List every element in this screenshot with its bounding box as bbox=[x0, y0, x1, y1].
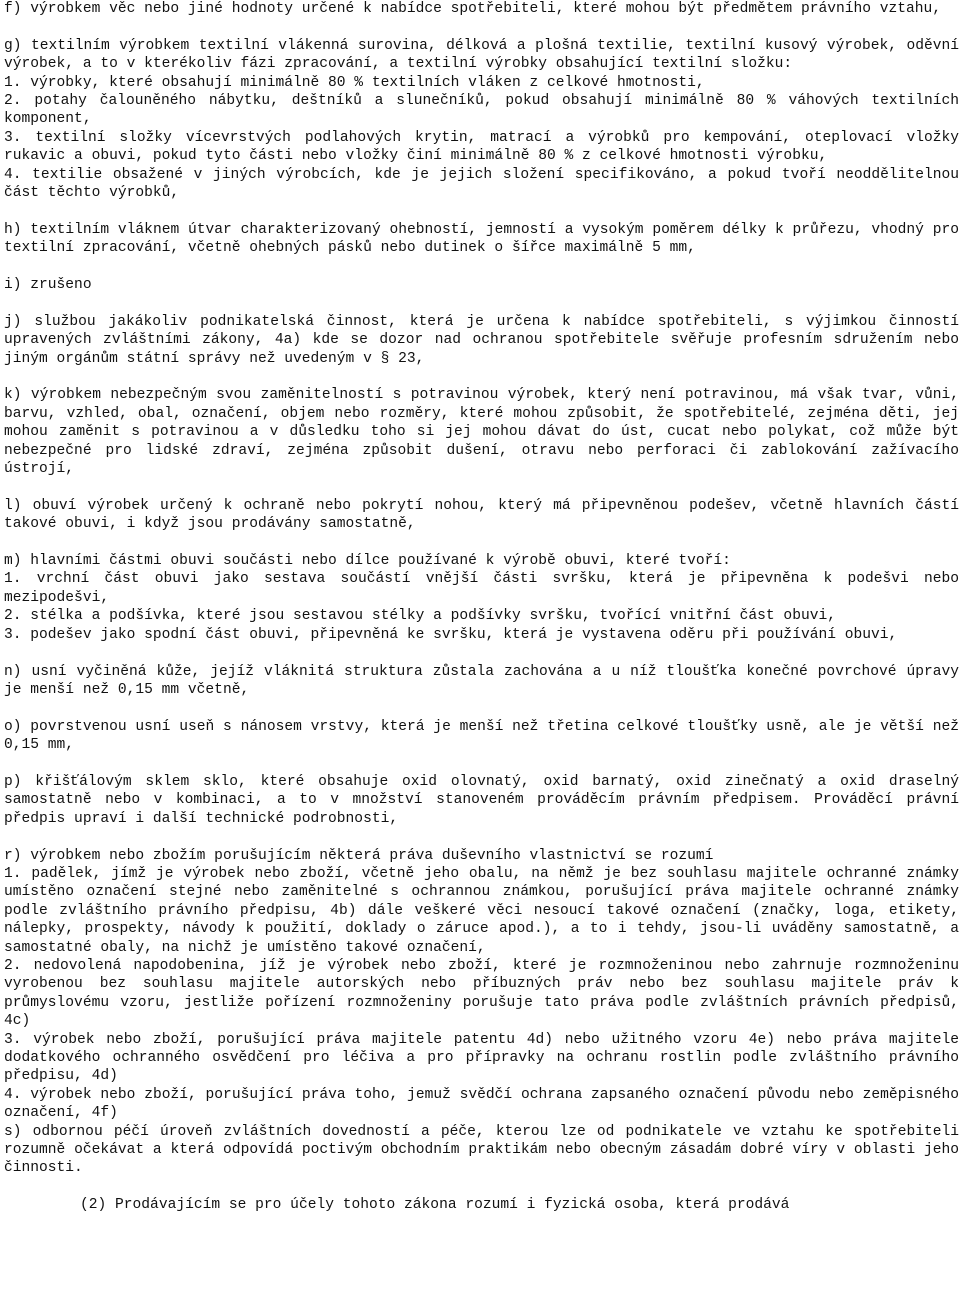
paragraph-h: h) textilním vláknem útvar charakterizovaný ohebností, jemností a vysokým poměrem délky k průřezu, vhodný pro textilní zpracování, včetně ohebných pásků nebo dutinek o šířce maximálně 5 mm, bbox=[4, 221, 959, 257]
paragraph-m-item-3: 3. podešev jako spodní část obuvi, připevněná ke svršku, která je vystavena oděru při používání obuvi, bbox=[4, 626, 898, 643]
paragraph-gap bbox=[4, 258, 959, 276]
document-page bbox=[4, 0, 959, 1215]
paragraph-g: g) textilním výrobkem textilní vlákenná surovina, délková a plošná textilie, textilní kusový výrobek, oděvní výrobek, a to v kterékoliv fázi zpracování, a textilní výrobky obsahující textilní složku: bbox=[4, 37, 959, 73]
paragraph-gap bbox=[4, 202, 959, 220]
paragraph-f: f) výrobkem věc nebo jiné hodnoty určené k nabídce spotřebiteli, které mohou být předmětem právního vztahu, bbox=[4, 1, 942, 17]
paragraph-o: o) povrstvenou usní useň s nánosem vrstvy, která je menší než třetina celkové tloušťky usně, ale je větší než 0,15 mm, bbox=[4, 718, 959, 754]
paragraph-gap bbox=[4, 534, 959, 552]
paragraph-g-item-3: 3. textilní složky vícevrstvých podlahových krytin, matrací a výrobků pro kempování, oteplovací vložky rukavic a obuvi, pokud tyto části nebo vložky činí minimálně 80 % z celkové hmotnosti výrobku, bbox=[4, 129, 959, 165]
paragraph-gap bbox=[4, 478, 959, 496]
paragraph-m: m) hlavními částmi obuvi součásti nebo dílce používané k výrobě obuvi, které tvoří: bbox=[4, 553, 731, 570]
paragraph-g-item-2: 2. potahy čalouněného nábytku, deštníků a slunečníků, pokud obsahují minimálně 80 % váhových textilních komponent, bbox=[4, 93, 959, 128]
paragraph-gap bbox=[4, 644, 959, 662]
paragraph-i: i) zrušeno bbox=[4, 277, 92, 294]
paragraph-p: p) křišťálovým sklem sklo, které obsahuje oxid olovnatý, oxid barnatý, oxid zinečnatý a oxid draselný samostatně nebo v kombinaci, a to v množství stanoveném prováděcím právním předpisem. Prováděcí právní předpis upraví i další technické podrobnosti, bbox=[4, 773, 959, 827]
paragraph-r-item-4: 4. výrobek nebo zboží, porušující práva toho, jemuž svědčí ochrana zapsaného označení původu nebo zeměpisného označení, 4f) bbox=[4, 1086, 959, 1122]
paragraph-gap bbox=[4, 828, 959, 846]
paragraph-r: r) výrobkem nebo zbožím porušujícím některá práva duševního vlastnictví se rozumí bbox=[4, 847, 714, 864]
paragraph-j: j) službou jakákoliv podnikatelská činnost, která je určena k nabídce spotřebiteli, s výjimkou činností upravených zvláštními zákony, 4a) kde se dozor nad ochranou spotřebitele svěřuje profesním sdružením nebo jiným orgánům státní správy než uvedeným v § 23, bbox=[4, 313, 959, 367]
paragraph-s: s) odbornou péčí úroveň zvláštních dovedností a péče, kterou lze od podnikatele ve vztahu ke spotřebiteli rozumně očekávat a která odpovídá poctivým obchodním praktikám nebo obecným zásadám dobré víry v oblasti jeho činnosti. bbox=[4, 1123, 959, 1177]
paragraph-k: k) výrobkem nebezpečným svou zaměnitelností s potravinou výrobek, který není potravinou, má však tvar, vůni, barvu, vzhled, obal, označení, objem nebo rozměry, které mohou způsobit, že spotřebitelé, zejména děti, jej mohou zaměnit s potravinou a v důsledku toho si jej mohou dávat do úst, cucat nebo polykat, což může být nebezpečné pro lidské zdraví, zejména způsobit dušení, otravu nebo perforaci či zablokování zažívacího ústrojí, bbox=[4, 387, 959, 478]
paragraph-m-item-1: 1. vrchní část obuvi jako sestava součástí vnější části svršku, která je připevněna k podešvi nebo mezipodešvi, bbox=[4, 571, 959, 606]
paragraph-g-item-4: 4. textilie obsažené v jiných výrobcích, kde je jejich složení specifikováno, a pokud tvoří neoddělitelnou část těchto výrobků, bbox=[4, 166, 959, 202]
paragraph-gap bbox=[4, 294, 959, 312]
paragraph-r-item-2: 2. nedovolená napodobenina, jíž je výrobek nebo zboží, které je rozmnoženinou nebo zahrnuje rozmnoženinu vyrobenou bez souhlasu majitele autorských nebo příbuzných práv nebo bez souhlasu majitele práv k průmyslovému vzoru, jestliže pořízení rozmnoženiny porušuje tato práva podle zvláštních právních předpisů, 4c) bbox=[4, 957, 959, 1030]
paragraph-g-item-1: 1. výrobky, které obsahují minimálně 80 % textilních vláken z celkové hmotnosti, bbox=[4, 74, 705, 91]
paragraph-r-item-3: 3. výrobek nebo zboží, porušující práva majitele patentu 4d) nebo užitného vzoru 4e) nebo práva majitele dodatkového ochranného osvědčení pro léčiva a pro přípravky na ochranu rostlin podle zvláštního právního předpisu, 4d) bbox=[4, 1031, 959, 1085]
paragraph-gap bbox=[4, 368, 959, 386]
paragraph-r-item-1: 1. padělek, jímž je výrobek nebo zboží, včetně jeho obalu, na němž je bez souhlasu majitele ochranné známky umístěno označení stejné nebo zaměnitelné s ochrannou známkou, porušující práva majitele ochranné známky podle zvláštního právního předpisu, 4b) dále veškeré věci nesoucí takové označení (značky, loga, etikety, nálepky, prospekty, návody k použití, doklady o záruce apod.), a to i tehdy, jsou-li uváděny samostatně, a samostatné obaly, na nichž je umístěno takové označení, bbox=[4, 865, 959, 956]
section-2-start: (2) Prodávajícím se pro účely tohoto zákona rozumí i fyzická osoba, která prodává bbox=[80, 1197, 790, 1214]
paragraph-m-item-2: 2. stélka a podšívka, které jsou sestavou stélky a podšívky svršku, tvořící vnitřní část obuvi, bbox=[4, 608, 836, 625]
paragraph-gap bbox=[4, 699, 959, 717]
paragraph-l: l) obuví výrobek určený k ochraně nebo pokrytí nohou, který má připevněnou podešev, včetně hlavních částí takové obuvi, i když jsou prodávány samostatně, bbox=[4, 497, 959, 533]
paragraph-gap bbox=[4, 755, 959, 773]
paragraph-gap bbox=[4, 1178, 959, 1196]
paragraph-gap bbox=[4, 18, 959, 36]
paragraph-n: n) usní vyčiněná kůže, jejíž vláknitá struktura zůstala zachována a u níž tloušťka konečné povrchové úpravy je menší než 0,15 mm včetně, bbox=[4, 663, 959, 698]
